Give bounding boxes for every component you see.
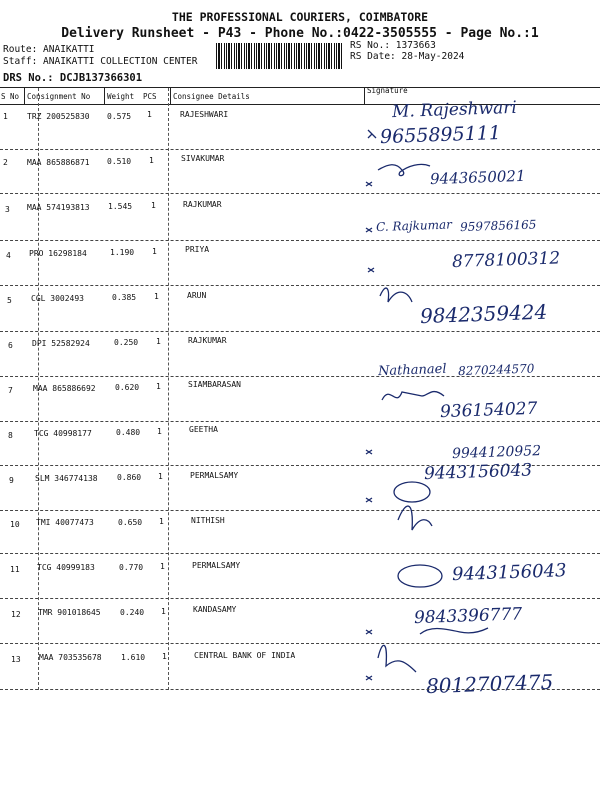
tick-mark (366, 498, 372, 502)
row-consignment: TCG 40999183 (37, 563, 95, 572)
signature-scribbles (360, 100, 600, 700)
row-signature-phone: 9843396777 (413, 604, 523, 629)
row-sno: 13 (11, 655, 21, 664)
signature-squiggle (420, 628, 488, 634)
column-divider (168, 88, 169, 690)
row-consignee: PRIYA (185, 245, 210, 254)
column-header-sno: S No (1, 92, 20, 101)
row-pcs: 1 (162, 652, 167, 661)
row-consignment: MAA 574193813 (27, 203, 90, 212)
row-consignee: RAJKUMAR (183, 200, 222, 209)
row-weight: 0.480 (116, 428, 141, 437)
row-pcs: 1 (161, 607, 166, 616)
row-signature-phone: 936154027 (439, 398, 538, 423)
row-consignee: PERMALSAMY (192, 561, 241, 570)
row-signature-phone: 9443156043 (423, 460, 533, 485)
row-consignment: TCG 40998177 (34, 429, 92, 438)
signature-loop (398, 565, 442, 587)
row-weight: 0.385 (112, 293, 137, 302)
barcode-image (216, 43, 344, 69)
row-weight: 0.240 (120, 608, 145, 617)
row-consignment: SLM 346774138 (35, 474, 98, 483)
row-consignment: CGL 3002493 (31, 294, 84, 303)
row-pcs: 1 (149, 156, 154, 165)
row-weight: 1.545 (108, 202, 133, 211)
row-weight: 1.190 (110, 248, 135, 257)
row-pcs: 1 (158, 472, 163, 481)
table-top-rule (0, 87, 600, 88)
row-sno: 8 (8, 431, 13, 440)
row-sno: 9 (9, 476, 14, 485)
row-sno: 7 (8, 386, 13, 395)
row-signature-name: C. Rajkumar (375, 217, 453, 235)
row-sno: 1 (3, 112, 8, 121)
column-header-pcs: PCS (143, 92, 157, 101)
column-divider (170, 88, 171, 104)
tick-mark (368, 130, 376, 138)
row-consignee: NITHISH (191, 516, 225, 525)
row-consignment: MAA 865886692 (33, 384, 96, 393)
tick-mark (366, 676, 372, 680)
row-consignment: MAA 703535678 (39, 653, 102, 662)
company-title: THE PROFESSIONAL COURIERS, COIMBATORE (171, 10, 429, 24)
row-consignee: GEETHA (189, 425, 218, 434)
runsheet-title: Delivery Runsheet - P43 - Phone No.:0422-3505555 - Page No.:1 (61, 26, 539, 41)
row-consignee: ARUN (187, 291, 207, 300)
column-header-consignee: Consignee Details (173, 92, 250, 101)
row-sno: 11 (10, 565, 20, 574)
row-consignee: SIAMBARASAN (188, 380, 241, 389)
tick-mark (366, 450, 372, 454)
row-consignment: DPI 52582924 (32, 339, 90, 348)
row-weight: 1.610 (121, 653, 146, 662)
column-header-weight: Weight (107, 92, 135, 101)
row-consignee: SIVAKUMAR (181, 154, 225, 163)
row-signature-phone: 9443156043 (451, 560, 567, 586)
row-signature-phone: 9842359424 (419, 299, 548, 329)
column-divider (104, 88, 105, 104)
row-pcs: 1 (147, 110, 152, 119)
row-signature-name: M. Rajeshwari (391, 97, 518, 123)
row-consignee: RAJKUMAR (188, 336, 227, 345)
row-weight: 0.650 (118, 518, 143, 527)
row-consignee: PERMALSAMY (190, 471, 239, 480)
row-consignment: MAA 865886871 (27, 158, 90, 167)
row-signature-phone: 9597856165 (459, 217, 537, 235)
row-weight: 0.510 (107, 157, 132, 166)
tick-mark (366, 228, 372, 232)
column-header-signature: Signature (367, 86, 408, 95)
row-consignment: TRZ 200525830 (27, 112, 90, 121)
row-pcs: 1 (157, 427, 162, 436)
row-signature-phone: 8270244570 (457, 361, 535, 379)
column-divider (24, 88, 25, 104)
row-weight: 0.770 (119, 563, 144, 572)
row-pcs: 1 (156, 337, 161, 346)
row-pcs: 1 (156, 382, 161, 391)
row-sno: 5 (7, 296, 12, 305)
row-pcs: 1 (152, 247, 157, 256)
row-signature-phone: 9655895111 (379, 121, 502, 149)
row-weight: 0.575 (107, 112, 132, 121)
tick-mark (366, 182, 372, 186)
row-consignment: TMI 40077473 (36, 518, 94, 527)
row-sno: 3 (5, 205, 10, 214)
staff-label: Staff: ANAIKATTI COLLECTION CENTER (3, 56, 198, 67)
row-pcs: 1 (159, 517, 164, 526)
tick-mark (366, 630, 372, 634)
row-signature-phone: 9443650021 (429, 166, 526, 189)
row-consignee: CENTRAL BANK OF INDIA (194, 651, 296, 660)
row-signature-phone: 8778100312 (451, 248, 561, 273)
row-sno: 12 (11, 610, 21, 619)
signature-squiggle (378, 164, 430, 175)
row-consignment: TMR 901018645 (38, 608, 101, 617)
row-pcs: 1 (154, 292, 159, 301)
rs-date: RS Date: 28-May-2024 (350, 51, 465, 62)
row-signature-phone: 9944120952 (451, 443, 542, 463)
rs-number: RS No.: 1373663 (350, 40, 436, 51)
signature-squiggle (382, 392, 444, 400)
route-label: Route: ANAIKATTI (3, 44, 95, 55)
row-consignment: PRO 16298184 (29, 249, 87, 258)
signature-squiggle (398, 506, 432, 530)
row-sno: 6 (8, 341, 13, 350)
row-signature-name: Nathanael (377, 361, 447, 380)
row-consignee: RAJESHWARI (180, 110, 229, 119)
signature-loop (394, 482, 430, 502)
row-sno: 2 (3, 158, 8, 167)
tick-mark (368, 268, 374, 272)
row-pcs: 1 (160, 562, 165, 571)
row-sno: 4 (6, 251, 11, 260)
drs-number: DRS No.: DCJB137366301 (3, 72, 143, 84)
signature-squiggle (378, 645, 416, 672)
signature-squiggle (380, 288, 412, 302)
row-sno: 10 (10, 520, 20, 529)
row-weight: 0.860 (117, 473, 142, 482)
column-header-consignment: Consignment No (27, 92, 91, 101)
row-pcs: 1 (151, 201, 156, 210)
row-consignee: KANDASAMY (193, 605, 237, 614)
row-weight: 0.250 (114, 338, 139, 347)
row-weight: 0.620 (115, 383, 140, 392)
row-signature-phone: 8012707475 (425, 669, 554, 699)
